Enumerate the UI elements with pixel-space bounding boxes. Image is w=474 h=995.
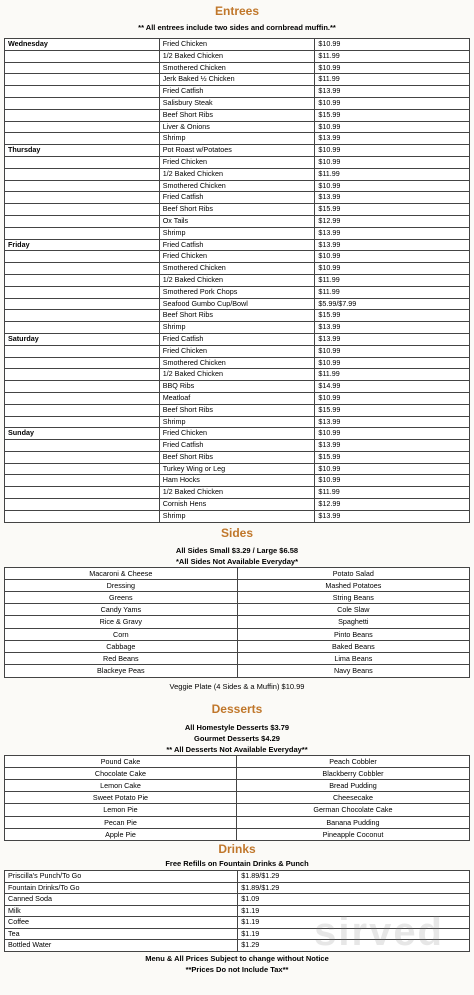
drink-price: $1.89/$1.29: [238, 882, 470, 894]
entree-price: $10.99: [315, 145, 470, 157]
entree-row: [5, 440, 470, 452]
entree-price: $13.99: [315, 440, 470, 452]
dessert-row: [5, 792, 470, 804]
dessert-item-left: Sweet Potato Pie: [5, 792, 237, 804]
side-item-right: Pinto Beans: [237, 628, 469, 640]
entree-price: $14.99: [315, 381, 470, 393]
entree-day: [5, 298, 160, 310]
entree-day: [5, 345, 160, 357]
entree-day: [5, 133, 160, 145]
entree-day: [5, 62, 160, 74]
entree-row: [5, 204, 470, 216]
entree-day: [5, 263, 160, 275]
entree-day: [5, 156, 160, 168]
desserts-availability-note: ** All Desserts Not Available Everyday**: [166, 744, 308, 754]
entree-day: [5, 215, 160, 227]
entree-item: Fried Chicken: [159, 156, 315, 168]
entree-price: $11.99: [315, 369, 470, 381]
side-item-left: Greens: [5, 592, 238, 604]
dessert-row: [5, 755, 470, 767]
entree-row: [5, 62, 470, 74]
entree-day: [5, 357, 160, 369]
entree-item: BBQ Ribs: [159, 381, 315, 393]
dessert-row: [5, 767, 470, 779]
dessert-item-right: Pineapple Coconut: [236, 828, 469, 840]
menu-change-notice: Menu & All Prices Subject to change without Notice: [145, 954, 329, 964]
entree-row: [5, 357, 470, 369]
entree-row: [5, 499, 470, 511]
drink-name: Fountain Drinks/To Go: [5, 882, 238, 894]
entree-day: [5, 97, 160, 109]
side-row: [5, 579, 470, 591]
entree-row: [5, 322, 470, 334]
entree-item: Fried Chicken: [159, 39, 315, 51]
entree-price: $13.99: [315, 192, 470, 204]
entree-day: [5, 322, 160, 334]
drink-price: $1.09: [238, 894, 470, 906]
entree-item: Shrimp: [159, 227, 315, 239]
side-item-left: Macaroni & Cheese: [5, 567, 238, 579]
entree-day: [5, 286, 160, 298]
entree-price: $15.99: [315, 404, 470, 416]
sides-title: Sides: [220, 525, 253, 540]
drink-price: $1.19: [238, 917, 470, 929]
drink-price: $1.19: [238, 928, 470, 940]
entree-item: Shrimp: [159, 416, 315, 428]
entree-day: Thursday: [5, 145, 160, 157]
entree-item: 1/2 Baked Chicken: [159, 487, 315, 499]
entree-row: [5, 50, 470, 62]
drink-name: Milk: [5, 905, 238, 917]
entree-price: $15.99: [315, 310, 470, 322]
entree-item: Beef Short Ribs: [159, 404, 315, 416]
tax-notice: **Prices Do not Include Tax**: [185, 965, 289, 975]
sides-table: [4, 567, 470, 678]
entree-item: Fried Catfish: [159, 333, 315, 345]
entree-day: [5, 392, 160, 404]
entree-item: Liver & Onions: [159, 121, 315, 133]
entree-day: Friday: [5, 239, 160, 251]
entree-price: $11.99: [315, 274, 470, 286]
entree-item: Cornish Hens: [159, 499, 315, 511]
entree-item: Meatloaf: [159, 392, 315, 404]
entree-row: [5, 192, 470, 204]
entree-price: $10.99: [315, 251, 470, 263]
drink-name: Canned Soda: [5, 894, 238, 906]
entree-price: $11.99: [315, 286, 470, 298]
dessert-row: [5, 804, 470, 816]
desserts-homestyle-note: All Homestyle Desserts $3.79: [184, 722, 290, 732]
entree-item: Ham Hocks: [159, 475, 315, 487]
entree-price: $15.99: [315, 451, 470, 463]
entree-day: [5, 109, 160, 121]
entree-item: Smothered Pork Chops: [159, 286, 315, 298]
entree-day: [5, 369, 160, 381]
entree-row: [5, 369, 470, 381]
entree-day: Saturday: [5, 333, 160, 345]
veggie-plate: Veggie Plate (4 Sides & a Muffin) $10.99: [169, 681, 305, 691]
side-row: [5, 640, 470, 652]
entree-item: Beef Short Ribs: [159, 204, 315, 216]
entree-price: $11.99: [315, 168, 470, 180]
side-row: [5, 604, 470, 616]
entree-item: Fried Catfish: [159, 86, 315, 98]
entree-day: [5, 204, 160, 216]
side-item-left: Red Beans: [5, 653, 238, 665]
drink-price: $1.29: [238, 940, 470, 952]
drink-name: Coffee: [5, 917, 238, 929]
drink-row: [5, 870, 470, 882]
entree-item: Beef Short Ribs: [159, 310, 315, 322]
entree-row: [5, 451, 470, 463]
entree-row: [5, 251, 470, 263]
entree-price: $10.99: [315, 463, 470, 475]
entree-row: [5, 180, 470, 192]
entree-row: [5, 168, 470, 180]
dessert-row: [5, 816, 470, 828]
dessert-row: [5, 828, 470, 840]
entree-price: $11.99: [315, 50, 470, 62]
dessert-item-right: Cheesecake: [236, 792, 469, 804]
entree-price: $10.99: [315, 475, 470, 487]
entree-price: $12.99: [315, 499, 470, 511]
entree-item: Smothered Chicken: [159, 357, 315, 369]
side-item-left: Candy Yams: [5, 604, 238, 616]
entree-day: Sunday: [5, 428, 160, 440]
side-row: [5, 665, 470, 677]
dessert-item-left: Pecan Pie: [5, 816, 237, 828]
entree-day: [5, 86, 160, 98]
entree-price: $5.99/$7.99: [315, 298, 470, 310]
entree-item: Jerk Baked ½ Chicken: [159, 74, 315, 86]
entree-day: [5, 440, 160, 452]
entree-row: [5, 156, 470, 168]
drinks-refill-note: Free Refills on Fountain Drinks & Punch: [165, 858, 309, 868]
entree-day: [5, 121, 160, 133]
entree-price: $10.99: [315, 97, 470, 109]
entree-price: $10.99: [315, 392, 470, 404]
entree-price: $10.99: [315, 62, 470, 74]
dessert-item-right: German Chocolate Cake: [236, 804, 469, 816]
entree-row: [5, 510, 470, 522]
drink-name: Tea: [5, 928, 238, 940]
entree-day: [5, 310, 160, 322]
entree-day: Wednesday: [5, 39, 160, 51]
entree-price: $13.99: [315, 86, 470, 98]
entree-row: [5, 487, 470, 499]
entree-row: [5, 74, 470, 86]
sides-price-note: All Sides Small $3.29 / Large $6.58: [175, 545, 299, 555]
dessert-item-right: Bread Pudding: [236, 779, 469, 791]
side-item-right: Navy Beans: [237, 665, 469, 677]
entree-day: [5, 510, 160, 522]
drink-price: $1.89/$1.29: [238, 870, 470, 882]
entree-item: Turkey Wing or Leg: [159, 463, 315, 475]
entree-item: 1/2 Baked Chicken: [159, 369, 315, 381]
entree-price: $10.99: [315, 39, 470, 51]
side-item-right: Lima Beans: [237, 653, 469, 665]
entree-row: [5, 298, 470, 310]
side-row: [5, 567, 470, 579]
entree-item: Shrimp: [159, 510, 315, 522]
entree-item: 1/2 Baked Chicken: [159, 168, 315, 180]
entree-item: Pot Roast w/Potatoes: [159, 145, 315, 157]
entree-row: [5, 133, 470, 145]
entree-item: Fried Chicken: [159, 428, 315, 440]
dessert-item-left: Lemon Pie: [5, 804, 237, 816]
entree-row: [5, 97, 470, 109]
entree-row: [5, 145, 470, 157]
entree-price: $12.99: [315, 215, 470, 227]
side-row: [5, 653, 470, 665]
drink-name: Bottled Water: [5, 940, 238, 952]
entree-day: [5, 404, 160, 416]
entree-row: [5, 310, 470, 322]
entree-row: [5, 39, 470, 51]
drinks-title: Drinks: [218, 841, 256, 856]
entree-day: [5, 50, 160, 62]
entree-item: Fried Catfish: [159, 192, 315, 204]
entree-row: [5, 215, 470, 227]
entree-price: $10.99: [315, 357, 470, 369]
entree-row: [5, 286, 470, 298]
entree-price: $13.99: [315, 227, 470, 239]
side-item-right: Potato Salad: [237, 567, 469, 579]
entree-price: $10.99: [315, 345, 470, 357]
entree-price: $15.99: [315, 109, 470, 121]
entree-item: 1/2 Baked Chicken: [159, 274, 315, 286]
side-item-right: String Beans: [237, 592, 469, 604]
entree-item: Fried Chicken: [159, 345, 315, 357]
entree-row: [5, 274, 470, 286]
desserts-title: Desserts: [211, 701, 263, 716]
entree-price: $13.99: [315, 239, 470, 251]
entree-day: [5, 463, 160, 475]
dessert-item-right: Blackberry Cobbler: [236, 767, 469, 779]
entrees-note: ** All entrees include two sides and cornbread muffin.**: [138, 23, 336, 32]
side-item-left: Dressing: [5, 579, 238, 591]
entree-item: Shrimp: [159, 133, 315, 145]
dessert-item-left: Apple Pie: [5, 828, 237, 840]
drink-price: $1.19: [238, 905, 470, 917]
entree-day: [5, 475, 160, 487]
entree-row: [5, 428, 470, 440]
drink-name: Priscilla's Punch/To Go: [5, 870, 238, 882]
entree-day: [5, 74, 160, 86]
side-item-right: Cole Slaw: [237, 604, 469, 616]
entree-row: [5, 239, 470, 251]
entree-row: [5, 416, 470, 428]
entree-row: [5, 227, 470, 239]
entree-row: [5, 121, 470, 133]
entree-day: [5, 416, 160, 428]
menu-page: [0, 4, 474, 975]
side-item-left: Rice & Gravy: [5, 616, 238, 628]
entree-item: Smothered Chicken: [159, 180, 315, 192]
entree-day: [5, 251, 160, 263]
dessert-item-left: Lemon Cake: [5, 779, 237, 791]
entree-row: [5, 463, 470, 475]
entrees-table: [4, 38, 470, 523]
dessert-item-left: Pound Cake: [5, 755, 237, 767]
entree-row: [5, 404, 470, 416]
entree-item: Seafood Gumbo Cup/Bowl: [159, 298, 315, 310]
entree-item: 1/2 Baked Chicken: [159, 50, 315, 62]
side-row: [5, 592, 470, 604]
entree-price: $10.99: [315, 180, 470, 192]
entree-day: [5, 381, 160, 393]
entree-item: Ox Tails: [159, 215, 315, 227]
entree-item: Fried Catfish: [159, 239, 315, 251]
side-item-right: Mashed Potatoes: [237, 579, 469, 591]
sides-availability-note: *All Sides Not Available Everyday*: [176, 556, 298, 566]
entree-price: $11.99: [315, 487, 470, 499]
entree-row: [5, 392, 470, 404]
entree-price: $10.99: [315, 428, 470, 440]
entree-row: [5, 475, 470, 487]
dessert-item-left: Chocolate Cake: [5, 767, 237, 779]
entree-price: $13.99: [315, 133, 470, 145]
watermark-logo: sirved: [314, 910, 444, 954]
side-row: [5, 616, 470, 628]
entree-item: Fried Chicken: [159, 251, 315, 263]
entrees-title: Entrees: [214, 4, 260, 18]
entree-day: [5, 487, 160, 499]
entree-price: $10.99: [315, 263, 470, 275]
entree-row: [5, 109, 470, 121]
entree-day: [5, 192, 160, 204]
drink-row: [5, 882, 470, 894]
entree-price: $15.99: [315, 204, 470, 216]
entree-price: $13.99: [315, 416, 470, 428]
side-row: [5, 628, 470, 640]
entree-day: [5, 180, 160, 192]
entree-item: Fried Catfish: [159, 440, 315, 452]
side-item-right: Spaghetti: [237, 616, 469, 628]
entree-row: [5, 381, 470, 393]
entree-item: Smothered Chicken: [159, 62, 315, 74]
entree-row: [5, 333, 470, 345]
entree-day: [5, 168, 160, 180]
side-item-left: Corn: [5, 628, 238, 640]
dessert-row: [5, 779, 470, 791]
desserts-table: [4, 755, 470, 841]
entree-row: [5, 263, 470, 275]
entree-day: [5, 499, 160, 511]
entree-row: [5, 345, 470, 357]
dessert-item-right: Peach Cobbler: [236, 755, 469, 767]
entree-price: $11.99: [315, 74, 470, 86]
entree-item: Beef Short Ribs: [159, 109, 315, 121]
side-item-left: Blackeye Peas: [5, 665, 238, 677]
entree-row: [5, 86, 470, 98]
entree-price: $10.99: [315, 121, 470, 133]
side-item-right: Baked Beans: [237, 640, 469, 652]
entree-item: Shrimp: [159, 322, 315, 334]
side-item-left: Cabbage: [5, 640, 238, 652]
entree-day: [5, 274, 160, 286]
entree-day: [5, 227, 160, 239]
entree-price: $13.99: [315, 322, 470, 334]
entree-item: Beef Short Ribs: [159, 451, 315, 463]
entree-item: Smothered Chicken: [159, 263, 315, 275]
entree-price: $13.99: [315, 333, 470, 345]
entree-day: [5, 451, 160, 463]
entree-item: Salisbury Steak: [159, 97, 315, 109]
desserts-gourmet-note: Gourmet Desserts $4.29: [194, 733, 280, 743]
drink-row: [5, 894, 470, 906]
entree-price: $10.99: [315, 156, 470, 168]
dessert-item-right: Banana Pudding: [236, 816, 469, 828]
entree-price: $13.99: [315, 510, 470, 522]
